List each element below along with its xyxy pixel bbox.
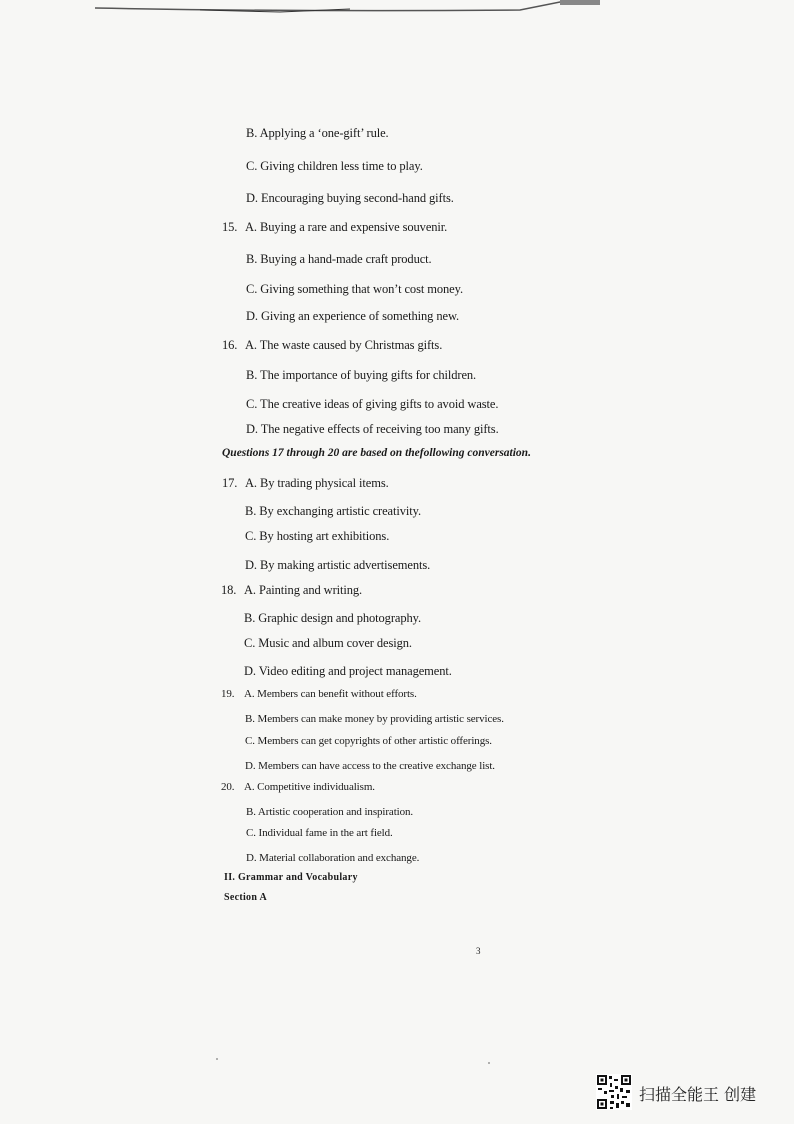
scan-edge-shadow [0, 0, 794, 22]
q16-option-b: B. The importance of buying gifts for children. [246, 368, 477, 382]
q18-option-a-text: A. Painting and writing. [244, 583, 363, 597]
q17-option-a [222, 476, 389, 491]
q16-option-d: D. The negative effects of receiving too many gifts. [246, 422, 499, 436]
q18-option-b: B. Graphic design and photography. [244, 611, 422, 625]
q19-option-b: B. Members can make money by providing artistic services. [245, 713, 504, 725]
scan-speck [488, 1062, 490, 1064]
q15-option-a-text: A. Buying a rare and expensive souvenir. [245, 220, 448, 234]
q15-option-d: D. Giving an experience of something new. [246, 309, 460, 323]
q20-option-c: C. Individual fame in the art field. [246, 827, 393, 839]
q19-option-c: C. Members can get copyrights of other artistic offerings. [245, 735, 492, 747]
q20-option-a-text: A. Competitive individualism. [244, 781, 375, 793]
q15-number: 15. [222, 220, 238, 234]
q18-option-d: D. Video editing and project management. [244, 664, 452, 678]
q19-option-a [221, 688, 417, 700]
watermark-text: 扫描全能王 创建 [639, 1085, 757, 1104]
q18-number: 18. [221, 583, 237, 597]
q17-option-c: C. By hosting art exhibitions. [245, 529, 390, 543]
scan-speck [216, 1058, 218, 1060]
part-heading: II. Grammar and Vocabulary [224, 872, 358, 883]
qr-code-icon [596, 1074, 632, 1110]
q15-option-c: C. Giving something that won’t cost money. [246, 282, 463, 296]
q15-option-b: B. Buying a hand-made craft product. [246, 252, 432, 266]
q16-option-a [222, 338, 442, 353]
q16-number: 16. [222, 338, 238, 352]
q16-option-a-text: A. The waste caused by Christmas gifts. [245, 338, 443, 352]
scanner-watermark [596, 1074, 776, 1114]
q17-option-a-text: A. By trading physical items. [245, 476, 389, 490]
q15-option-a [222, 220, 447, 235]
q19-option-d: D. Members can have access to the creative exchange list. [245, 760, 495, 772]
q20-option-d: D. Material collaboration and exchange. [246, 852, 420, 864]
q17-option-b: B. By exchanging artistic creativity. [245, 504, 421, 518]
q18-option-c: C. Music and album cover design. [244, 636, 412, 650]
section-a-heading: Section A [224, 892, 267, 903]
page-number: 3 [476, 946, 481, 956]
q19-number: 19. [221, 688, 235, 700]
q20-number: 20. [221, 781, 235, 793]
instruction-line: Questions 17 through 20 are based on thefollowing conversation. [222, 447, 531, 459]
q18-option-a [221, 583, 362, 598]
q17-option-d: D. By making artistic advertisements. [245, 558, 431, 572]
q20-option-b: B. Artistic cooperation and inspiration. [246, 806, 414, 818]
q17-number: 17. [222, 476, 238, 490]
q16-option-c: C. The creative ideas of giving gifts to avoid waste. [246, 397, 499, 411]
q14-option-b: B. Applying a ‘one-gift’ rule. [246, 126, 389, 140]
q19-option-a-text: A. Members can benefit without efforts. [244, 688, 417, 700]
q14-option-d: D. Encouraging buying second-hand gifts. [246, 191, 454, 205]
q14-option-c: C. Giving children less time to play. [246, 159, 423, 173]
q20-option-a [221, 781, 375, 793]
